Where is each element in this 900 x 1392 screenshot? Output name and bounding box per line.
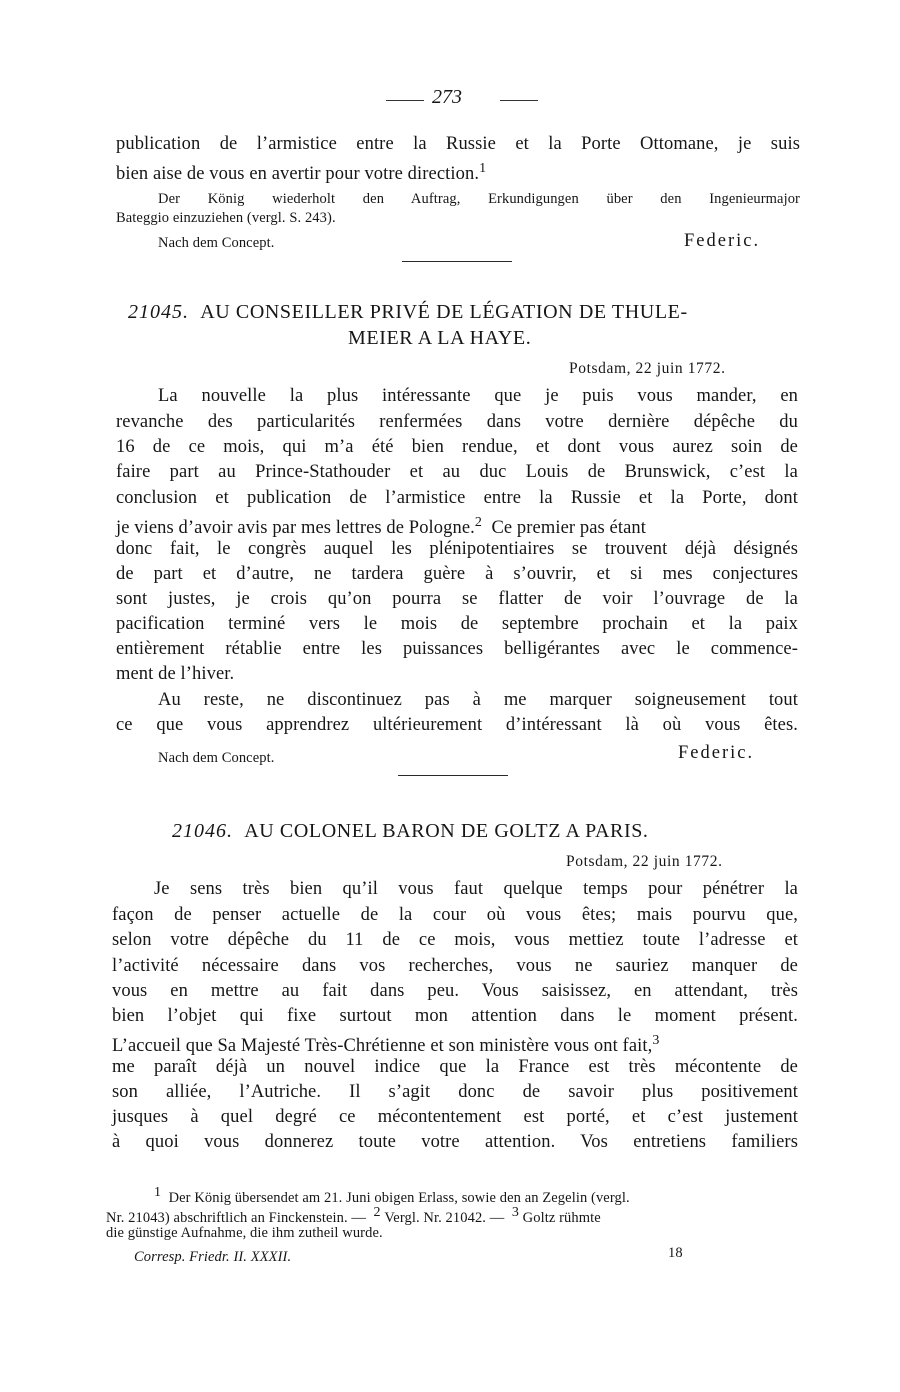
footnote-3-marker: 3 bbox=[511, 1205, 519, 1220]
letter-21045-line-9: sont justes, je crois qu’on pourra se flatter de voir l’ouvrage de la bbox=[116, 589, 798, 609]
letter-21045-heading-line-1 bbox=[128, 300, 688, 324]
page-number: 273 bbox=[432, 86, 462, 108]
continuation-line-2-text: bien aise de vous en avertir pour votre direction. bbox=[116, 164, 480, 185]
header-rule-right bbox=[500, 100, 538, 101]
letter-21046-line-9: son alliée, l’Autriche. Il s’agit donc de savoir plus positivement bbox=[112, 1082, 798, 1102]
footnote-1-text: Der König übersendet am 21. Juni obigen Erlass, sowie den an Zegelin (vergl. bbox=[168, 1189, 630, 1206]
letter-21046-line-7 bbox=[112, 1029, 798, 1058]
letter-21045-line-8: de part et d’autre, ne tardera guère à s’ouvrir, et si mes conjectures bbox=[116, 564, 798, 584]
letter-21045-line-12: ment de l’hiver. bbox=[116, 664, 235, 684]
letter-21046-number: 21046. bbox=[172, 820, 233, 842]
letter-21045-source: Nach dem Concept. bbox=[158, 750, 275, 766]
letter-21045-line-11: entièrement rétablie entre les puissances belligérantes avec le commence- bbox=[116, 639, 798, 659]
section-divider-1 bbox=[402, 261, 512, 262]
footnote-3-text: Goltz rühmte bbox=[522, 1209, 601, 1226]
letter-21046-line-5: vous en mettre au fait dans peu. Vous saisissez, en attendant, très bbox=[112, 981, 798, 1001]
signature-1: Federic. bbox=[684, 231, 761, 251]
signature-line-left: Corresp. Friedr. II. XXXII. bbox=[134, 1249, 292, 1265]
letter-21045-line-4: faire part au Prince-Stathouder et au duc Louis de Brunswick, c’est la bbox=[116, 462, 798, 482]
letter-21045-line-13: Au reste, ne discontinuez pas à me marquer soigneusement tout bbox=[158, 690, 798, 710]
letter-21045-line-6 bbox=[116, 511, 798, 540]
letter-21046-line-11: à quoi vous donnerez toute votre attention. Vos entretiens familiers bbox=[112, 1132, 798, 1152]
letter-21045-line-3: 16 de ce mois, qui m’a été bien rendue, et dont vous aurez soin de bbox=[116, 437, 798, 457]
signature-line-right: 18 bbox=[668, 1245, 683, 1261]
section-divider-2 bbox=[398, 775, 508, 776]
letter-21046-heading bbox=[172, 819, 649, 843]
letter-21046-dateline: Potsdam, 22 juin 1772. bbox=[566, 853, 723, 870]
letter-21046-line-3: selon votre dépêche du 11 de ce mois, vous mettiez toute l’adresse et bbox=[112, 930, 798, 950]
footnote-2-text: Vergl. Nr. 21042. — bbox=[384, 1209, 505, 1226]
footnote-1-continued: Nr. 21043) abschriftlich an Finckenstein. — bbox=[106, 1209, 367, 1226]
letter-21045-line-10: pacification terminé vers le mois de septembre prochain et la paix bbox=[116, 614, 798, 634]
letter-21046-line-6: bien l’objet qui fixe surtout mon attention dans le moment présent. bbox=[112, 1006, 798, 1026]
letter-21046-heading-text: AU COLONEL BARON DE GOLTZ A PARIS. bbox=[244, 820, 649, 842]
letter-21046-line-4: l’activité nécessaire dans vos recherches, vous ne sauriez manquer de bbox=[112, 956, 798, 976]
footnote-ref-1: 1 bbox=[479, 161, 487, 176]
letter-21045-heading-text: AU CONSEILLER PRIVÉ DE LÉGATION DE THULE- bbox=[200, 301, 688, 323]
header-rule-left bbox=[386, 100, 424, 101]
page-header bbox=[0, 86, 900, 116]
letter-21046-line-2: façon de penser actuelle de la cour où vous êtes; mais pourvu que, bbox=[112, 905, 798, 925]
letter-21045-line-6-text: je viens d’avoir avis par mes lettres de Pologne. bbox=[116, 518, 475, 539]
letter-21045-number: 21045. bbox=[128, 301, 189, 323]
footnote-ref-3: 3 bbox=[652, 1033, 660, 1048]
letter-21045-line-6-tail: Ce premier pas étant bbox=[491, 518, 646, 539]
letter-21045-heading-line-2: MEIER A LA HAYE. bbox=[348, 327, 532, 349]
footnote-1-marker: 1 bbox=[154, 1185, 162, 1200]
letter-21045-line-1: La nouvelle la plus intéressante que je puis vous mander, en bbox=[158, 386, 798, 406]
letter-21046-line-10: jusques à quel degré ce mécontentement est porté, et c’est justement bbox=[112, 1107, 798, 1127]
letter-21045-line-2: revanche des particularités renfermées dans votre dernière dépêche du bbox=[116, 412, 798, 432]
letter-21045-line-5: conclusion et publication de l’armistice entre la Russie et la Porte, dont bbox=[116, 488, 798, 508]
letter-21046-line-7-text: L’accueil que Sa Majesté Très-Chrétienne et son ministère vous ont fait, bbox=[112, 1036, 653, 1057]
letter-21045-line-7: donc fait, le congrès auquel les plénipotentiaires se trouvent déjà désignés bbox=[116, 539, 798, 559]
footnote-3-line-2: die günstige Aufnahme, die ihm zutheil wurde. bbox=[106, 1225, 383, 1241]
letter-21045-dateline: Potsdam, 22 juin 1772. bbox=[569, 360, 726, 377]
letter-21045-line-14: ce que vous apprendrez ultérieurement d’intéressant là où vous êtes. bbox=[116, 715, 798, 735]
continuation-line-1: publication de l’armistice entre la Russie et la Porte Ottomane, je suis bbox=[116, 134, 800, 154]
footnote-ref-2: 2 bbox=[474, 515, 482, 530]
letter-21045-signature: Federic. bbox=[678, 743, 755, 763]
continuation-line-2 bbox=[116, 157, 486, 186]
footnote-2-marker: 2 bbox=[373, 1205, 381, 1220]
editorial-note-line-1: Der König wiederholt den Auftrag, Erkundigungen über den Ingenieurmajor bbox=[158, 191, 800, 207]
letter-21046-line-1: Je sens très bien qu’il vous faut quelque temps pour pénétrer la bbox=[154, 879, 798, 899]
letter-21046-line-8: me paraît déjà un nouvel indice que la France est très mécontente de bbox=[112, 1057, 798, 1077]
editorial-note-line-2: Bateggio einzuziehen (vergl. S. 243). bbox=[116, 210, 336, 226]
source-note-1: Nach dem Concept. bbox=[158, 235, 275, 251]
